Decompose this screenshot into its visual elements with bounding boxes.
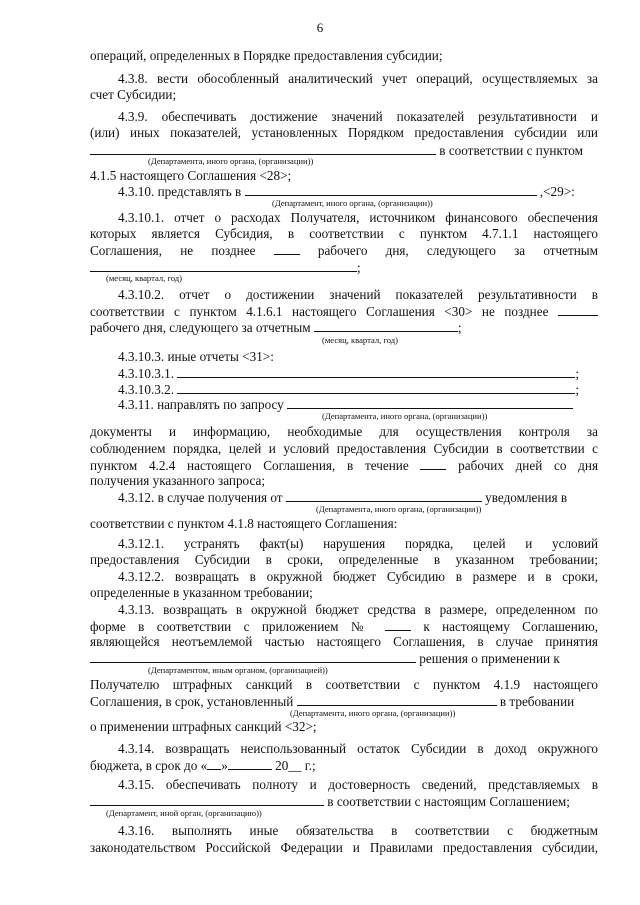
text-fragment: 4.3.11. направлять по запросу: [118, 397, 284, 412]
text-fragment: в соответствии с настоящим Соглашением;: [327, 794, 570, 809]
text-fragment: »: [221, 758, 228, 773]
text-fragment: в требовании: [499, 694, 575, 709]
text-line: о применении штрафных санкций <32>;: [90, 719, 317, 734]
text-fragment: ,<29>:: [539, 184, 575, 199]
text-line: предоставления Субсидии в сроки, определенные в указанном требовании;: [90, 552, 598, 567]
blank-line: [177, 365, 575, 378]
blank-line: [207, 757, 221, 770]
text-line: 4.3.10.3. иные отчеты <31>:: [118, 349, 274, 364]
text-fragment: в соответствии с пунктом: [439, 143, 584, 158]
blank-line: [314, 319, 458, 332]
text-fragment: уведомления в: [485, 490, 568, 505]
text-fragment: Соглашения, в срок, установленный: [90, 694, 294, 709]
text-line: которых является Субсидия, в соответствии с пунктом 4.7.1.1 настоящего: [90, 226, 598, 241]
text-fragment: соответствии с пунктом 4.1.6.1 настоящего Соглашения <30> не позднее: [90, 304, 549, 319]
field-caption: (Департамента, иного органа, (организации)): [290, 708, 456, 718]
text-line: 4.3.15. обеспечивать полноту и достоверность сведений, представляемых в: [118, 777, 598, 792]
text-line: 4.3.13. возвращать в окружной бюджет средства в размере, определенном по: [118, 602, 598, 617]
text-line: 4.3.12.1. устранять факт(ы) нарушения порядка, целей и условий: [118, 536, 598, 551]
blank-line: [90, 650, 416, 663]
blank-line: [558, 303, 598, 316]
field-caption: (месяц, квартал, год): [106, 273, 183, 283]
field-caption: (Департамента, иного органа, (организации)): [322, 411, 488, 421]
field-caption: (Департаментом, иным органом, (организацией)): [148, 665, 328, 675]
text-fragment: ;: [457, 320, 462, 335]
text-line: (или) иных показателей, установленных Порядком предоставления субсидии или: [90, 125, 598, 140]
page-number: 6: [316, 20, 324, 35]
text-line: документы и информацию, необходимые для осуществления контроля за: [90, 424, 598, 439]
text-fragment: бюджета, в срок до «: [90, 758, 208, 773]
blank-line: [90, 142, 436, 155]
text-fragment: рабочих дней со дня: [458, 458, 599, 473]
blank-line: [385, 618, 411, 631]
text-fragment: 20__ г.;: [275, 758, 316, 773]
text-line: [90, 242, 598, 259]
blank-line: [177, 381, 575, 394]
text-line: [90, 319, 598, 336]
text-line: [90, 303, 598, 320]
text-line: 4.3.14. возвращать неиспользованный остаток Субсидии в доход окружного: [118, 741, 598, 756]
text-line: 4.3.10.2. отчет о достижении значений показателей результативности в: [118, 287, 598, 302]
text-line: 4.3.16. выполнять иные обязательства в соответствии с бюджетным: [118, 823, 598, 838]
text-line: являющейся неотъемлемой частью настоящего Соглашения, в случае принятия: [90, 634, 598, 649]
blank-line: [228, 757, 272, 770]
text-line: законодательством Российской Федерации и Правилами предоставления субсидии,: [90, 840, 598, 855]
text-fragment: 4.3.10. представлять в: [118, 184, 242, 199]
text-fragment: ;: [357, 260, 361, 275]
text-line: 4.3.8. вести обособленный аналитический учет операций, осуществляемых за: [118, 71, 598, 86]
text-fragment: рабочего дня, следующего за отчетным: [90, 320, 311, 335]
text-line: 4.3.12.2. возвращать в окружной бюджет Субсидию в размере и в сроки,: [118, 569, 598, 584]
text-fragment: 4.3.12. в случае получения от: [118, 490, 283, 505]
text-fragment: рабочего дня, следующего за отчетным: [317, 243, 599, 258]
blank-line: [90, 259, 357, 272]
text-line: соблюдением порядка, целей и условий предоставления Субсидии в соответствии с: [90, 441, 598, 456]
text-fragment: решения о применении к: [419, 651, 560, 666]
blank-line: [245, 183, 537, 196]
text-line: операций, определенных в Порядке предоставления субсидии;: [90, 48, 443, 63]
field-caption: (Департамента, иного органа, (организации)): [316, 504, 482, 514]
text-fragment: 4.3.10.3.2.: [118, 382, 175, 397]
field-caption: (месяц, квартал, год): [322, 335, 399, 345]
text-line: [90, 457, 598, 474]
blank-line: [286, 489, 482, 502]
field-caption: (Департамент, иного органа, (организации)): [272, 198, 433, 208]
text-fragment: пунктом 4.2.4 настоящего Соглашения, в течение: [90, 458, 409, 473]
text-line: Получателю штрафных санкций в соответствии с пунктом 4.1.9 настоящего: [90, 677, 598, 692]
blank-line: [287, 396, 573, 409]
text-fragment: к настоящему Соглашению,: [423, 619, 599, 634]
blank-line: [90, 793, 324, 806]
text-line: [118, 365, 598, 382]
text-fragment: форме в соответствии с приложением №: [90, 619, 373, 634]
text-line: получения указанного запроса;: [90, 473, 266, 488]
field-caption: (Департамента, иного органа, (организации)): [148, 156, 314, 166]
text-line: [90, 757, 598, 774]
text-fragment: ;: [575, 366, 580, 381]
text-line: счет Субсидии;: [90, 87, 177, 102]
text-fragment: 4.3.10.3.1.: [118, 366, 175, 381]
text-line: 4.3.10.1. отчет о расходах Получателя, источником финансового обеспечения: [118, 210, 598, 225]
text-line: определенные в указанном требовании;: [90, 585, 313, 600]
blank-line: [297, 693, 497, 706]
blank-line: [274, 242, 300, 255]
text-fragment: Соглашения, не позднее: [90, 243, 256, 258]
text-line: соответствии с пунктом 4.1.8 настоящего Соглашения:: [90, 516, 398, 531]
text-line: 4.1.5 настоящего Соглашения <28>;: [90, 168, 292, 183]
blank-line: [420, 457, 446, 470]
field-caption: (Департамент, иной орган, (организацию)): [106, 808, 262, 818]
text-line: [90, 618, 598, 635]
text-line: 4.3.9. обеспечивать достижение значений показателей результативности и: [118, 109, 598, 124]
text-fragment: ;: [575, 382, 580, 397]
